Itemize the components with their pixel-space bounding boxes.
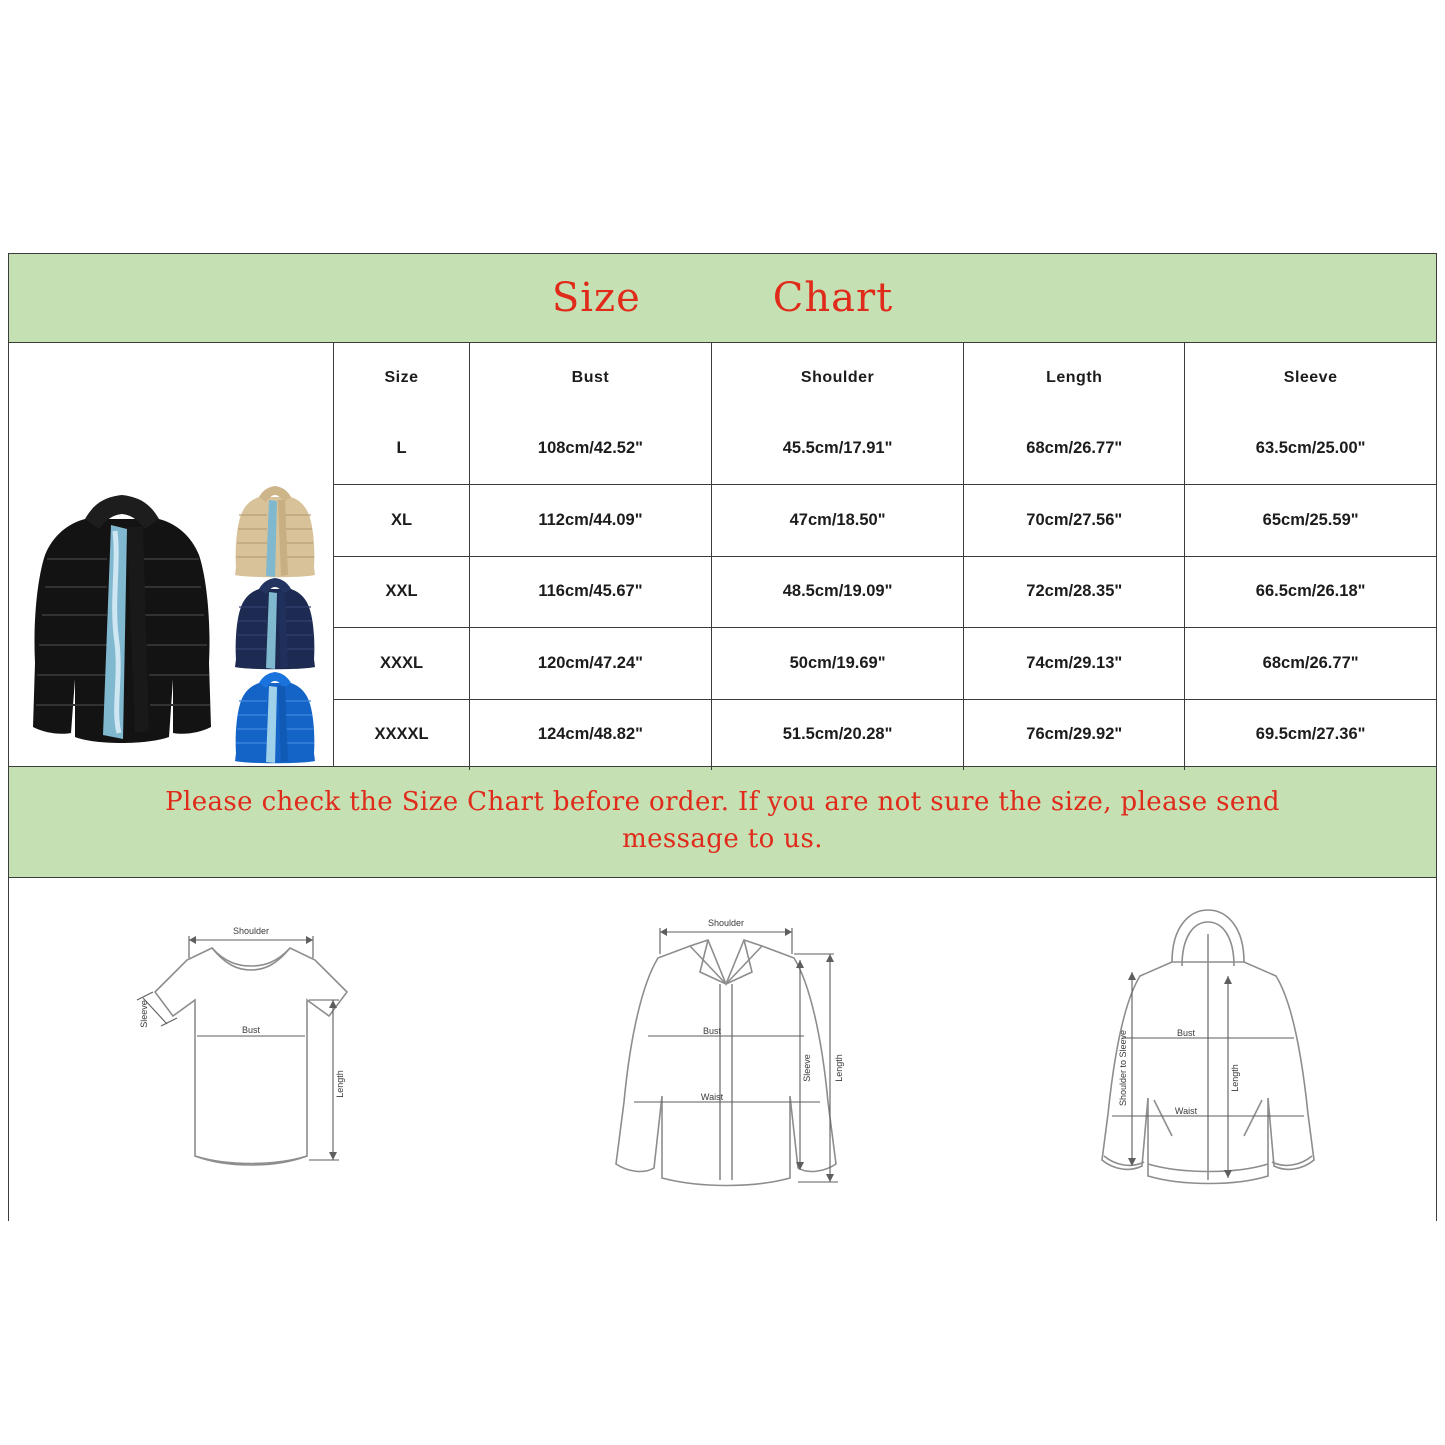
cell-sleeve: 68cm/26.77" xyxy=(1185,628,1436,700)
title-band xyxy=(9,254,1436,343)
shirt-label-waist: Waist xyxy=(701,1091,724,1102)
table-row xyxy=(334,699,1436,770)
table-row xyxy=(334,414,1436,485)
cell-shoulder: 51.5cm/20.28" xyxy=(711,699,963,770)
title-word-size: Size xyxy=(551,275,641,321)
hoodie-label-bust: Bust xyxy=(1177,1027,1196,1038)
col-header-sleeve: Sleeve xyxy=(1283,369,1338,387)
size-chart-sheet xyxy=(8,253,1437,1221)
notice-line-2: message to us. xyxy=(622,823,823,854)
col-header-shoulder: Shoulder xyxy=(711,343,963,414)
cell-size: XL xyxy=(334,485,470,557)
hoodie-label-waist: Waist xyxy=(1175,1105,1198,1116)
size-chart-table xyxy=(334,343,1436,770)
hoodie-diagram xyxy=(1048,888,1348,1218)
tshirt-label-sleeve: Sleeve xyxy=(138,1000,149,1028)
notice-band xyxy=(9,767,1436,878)
cell-length: 74cm/29.13" xyxy=(964,628,1185,700)
cell-shoulder: 50cm/19.69" xyxy=(711,628,963,700)
cell-sleeve: 66.5cm/26.18" xyxy=(1185,556,1436,628)
title-word-chart: Chart xyxy=(772,275,894,321)
tshirt-diagram xyxy=(97,888,397,1218)
hoodie-label-shoulder-to-sleeve: Shoulder to Sleeve xyxy=(1118,1029,1129,1106)
cell-length: 72cm/28.35" xyxy=(964,556,1185,628)
notice-line-1: Please check the Size Chart before order. If you are not sure the size, please send xyxy=(165,787,1280,817)
table-row xyxy=(334,628,1436,700)
tshirt-label-bust: Bust xyxy=(241,1024,260,1035)
cell-bust: 124cm/48.82" xyxy=(470,699,712,770)
shirt-label-length: Length xyxy=(834,1054,845,1082)
cell-size: XXL xyxy=(334,556,470,628)
tshirt-label-shoulder: Shoulder xyxy=(232,925,269,936)
hoodie-label-length: Length xyxy=(1230,1064,1241,1092)
col-header-length: Length xyxy=(964,343,1185,414)
cell-length: 76cm/29.92" xyxy=(964,699,1185,770)
cell-shoulder: 45.5cm/17.91" xyxy=(711,414,963,485)
cell-sleeve: 69.5cm/27.36" xyxy=(1255,725,1366,744)
cell-sleeve: 65cm/25.59" xyxy=(1185,485,1436,557)
cell-sleeve: 63.5cm/25.00" xyxy=(1185,414,1436,485)
product-thumb-navy xyxy=(231,575,319,671)
cell-bust: 112cm/44.09" xyxy=(470,485,712,557)
table-row xyxy=(334,485,1436,557)
shirt-diagram xyxy=(572,888,872,1218)
col-header-size: Size xyxy=(334,343,470,414)
shirt-label-sleeve: Sleeve xyxy=(802,1054,813,1082)
table-header-row xyxy=(334,343,1436,414)
cell-bust: 120cm/47.24" xyxy=(470,628,712,700)
tshirt-label-length: Length xyxy=(334,1070,345,1098)
cell-size: L xyxy=(334,414,470,485)
cell-bust: 108cm/42.52" xyxy=(470,414,712,485)
shirt-label-bust: Bust xyxy=(703,1025,722,1036)
table-row xyxy=(334,556,1436,628)
product-images-cell xyxy=(9,343,334,766)
product-thumb-blue xyxy=(231,669,319,765)
cell-size: XXXXL xyxy=(334,699,470,770)
product-thumb-beige xyxy=(231,483,319,579)
cell-length: 68cm/26.77" xyxy=(964,414,1185,485)
cell-length: 70cm/27.56" xyxy=(964,485,1185,557)
shirt-label-shoulder: Shoulder xyxy=(708,917,745,928)
cell-shoulder: 47cm/18.50" xyxy=(711,485,963,557)
measurement-diagrams xyxy=(9,878,1436,1235)
cell-shoulder: 48.5cm/19.09" xyxy=(711,556,963,628)
cell-size: XXXL xyxy=(334,628,470,700)
table-zone xyxy=(9,343,1436,767)
cell-bust: 116cm/45.67" xyxy=(470,556,712,628)
col-header-bust: Bust xyxy=(470,343,712,414)
product-photo-main xyxy=(23,483,223,773)
